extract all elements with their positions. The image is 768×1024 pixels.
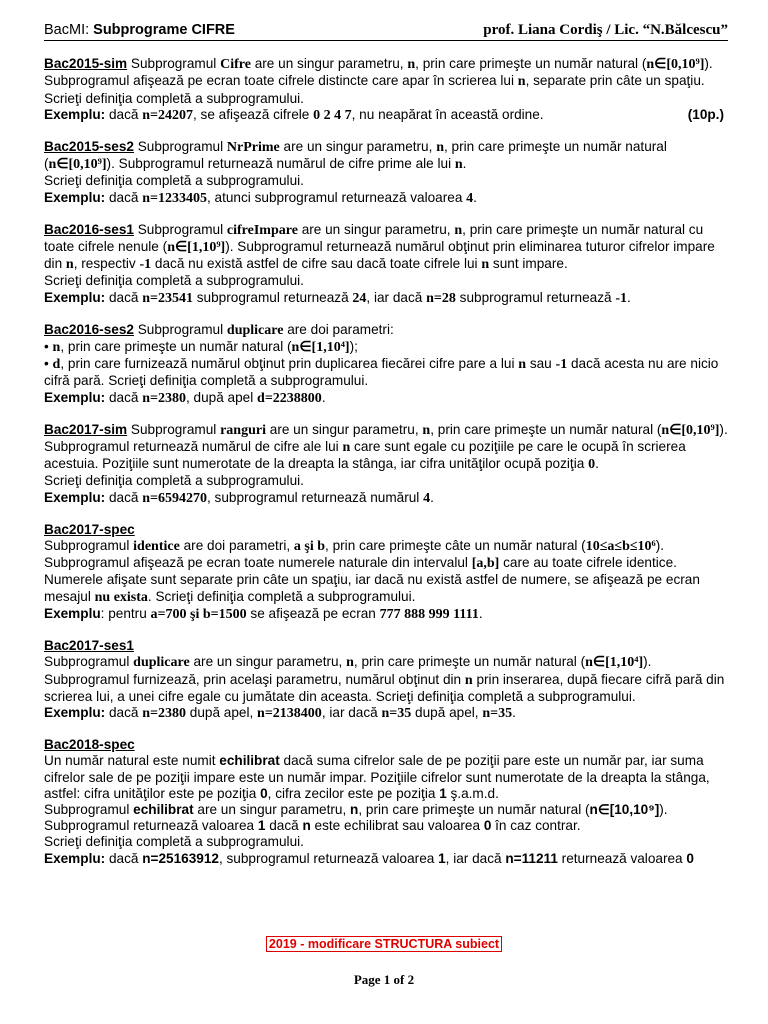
value: n=1233405 xyxy=(142,190,207,206)
text: ); xyxy=(349,339,358,355)
function-name: echilibrat xyxy=(133,801,194,817)
text: Subprogramul xyxy=(44,538,134,554)
example-line xyxy=(44,390,728,407)
example-label: Exemplu: xyxy=(44,704,106,720)
var: n xyxy=(517,74,526,90)
text: subprogramul returnează xyxy=(455,289,616,305)
text: Subprogramul xyxy=(127,56,221,72)
problem-text xyxy=(44,322,728,339)
text: , prin care primeşte un număr natural xyxy=(415,56,639,72)
var: n xyxy=(407,57,416,73)
value: n=35 xyxy=(381,705,412,721)
function-name: ranguri xyxy=(220,422,266,438)
text: are un singur parametru, xyxy=(189,654,347,670)
var: n xyxy=(518,357,527,373)
value: 777 888 999 1111 xyxy=(379,606,479,622)
range: n∈[1,10⁴] xyxy=(585,655,644,671)
range: n∈[0,10⁹] xyxy=(646,57,705,73)
text: . xyxy=(473,189,477,205)
banner-text: 2019 - modificare STRUCTURA subiect xyxy=(266,936,502,952)
text: după apel, xyxy=(411,704,483,720)
text: Subprogramul xyxy=(133,321,227,337)
value: 24 xyxy=(352,290,367,306)
var: n xyxy=(422,422,431,438)
var: n xyxy=(342,440,351,456)
value: 1 xyxy=(439,785,447,801)
text: Subprogramul returnează valoarea xyxy=(44,818,258,834)
problem-bac2015-sim xyxy=(44,56,728,124)
text: , prin care primeşte câte un număr natural ( xyxy=(325,538,586,554)
text: Subprogramul xyxy=(44,654,134,670)
text: Subprogramul xyxy=(133,139,227,155)
problem-text xyxy=(44,139,728,173)
text: ). Subprogramul afişează pe ecran toate numerele naturale din intervalul xyxy=(44,538,665,571)
var: n xyxy=(302,818,311,834)
text: , prin care primeşte un număr natural ( xyxy=(358,801,590,817)
example-line xyxy=(44,606,728,623)
value: n=35 xyxy=(482,705,513,721)
problem-tag: Bac2017-ses1 xyxy=(44,638,134,654)
text: care au toate cifrele identice. Numerele afişate sunt separate prin câte un spaţiu, iar dacă nu există astfel de numere, se afişează pe ecran mesajul xyxy=(44,555,700,604)
text: . xyxy=(595,456,599,472)
text: ). Subprogramul afişează pe ecran toate cifrele distincte care apar în scrierea lui xyxy=(44,56,713,89)
term: echilibrat xyxy=(219,753,280,769)
var: n xyxy=(454,222,463,238)
text: dacă xyxy=(105,289,143,305)
problem-tag: Bac2016-ses2 xyxy=(44,321,134,337)
example-line xyxy=(44,290,728,307)
example-label: Exemplu: xyxy=(44,289,106,305)
text: dacă xyxy=(105,389,143,405)
problem-text xyxy=(44,818,728,834)
example-line xyxy=(44,190,728,207)
text: Un număr natural este numit xyxy=(44,753,220,769)
problem-bac2017-spec xyxy=(44,522,728,623)
points-badge: (10p.) xyxy=(687,106,724,122)
var: n xyxy=(454,157,463,173)
example-label: Exemplu: xyxy=(44,389,106,405)
example-label: Exemplu xyxy=(44,605,101,621)
text: , prin care primeşte un număr natural ( xyxy=(60,339,292,355)
text: ). xyxy=(659,801,668,817)
text: are doi parametri, xyxy=(179,538,294,554)
value: n=2380 xyxy=(142,705,186,721)
text: . xyxy=(478,605,483,621)
example-line xyxy=(44,851,728,867)
text: , prin care primeşte un număr natural xyxy=(443,139,667,155)
text: are un singur parametru, xyxy=(193,801,351,817)
text: , nu neapărat în această ordine. xyxy=(351,106,544,122)
text: ). Subprogramul returnează numărul obţinut prin eliminarea tuturor cifrelor impare din xyxy=(44,239,715,272)
value: 1 xyxy=(257,818,266,834)
text: Subprogramul xyxy=(127,421,221,437)
range: 10≤a≤b≤10⁶ xyxy=(585,539,656,555)
text: . xyxy=(627,289,631,305)
text: . xyxy=(512,704,516,720)
range: n∈[1,10⁹] xyxy=(167,240,226,256)
text: , prin care primeşte un număr natural xyxy=(430,421,654,437)
text: ( xyxy=(656,421,662,437)
text: ). Subprogramul furnizează, prin acelaşi parametru, numărul obţinut din xyxy=(44,654,652,687)
text: , prin care primeşte un număr natural cu toate cifrele nenule ( xyxy=(44,221,704,255)
text: ( xyxy=(641,56,647,72)
example-line xyxy=(44,107,728,124)
value: 0 xyxy=(483,818,492,834)
text: ş.a.m.d. xyxy=(446,785,499,801)
value: n=28 xyxy=(426,290,456,306)
range: n∈[1,10⁴] xyxy=(291,340,350,356)
instruction-line: Scrieţi definiţia completă a subprogramului. xyxy=(44,473,304,489)
example-line xyxy=(44,490,728,507)
range: n∈[10,10⁹] xyxy=(589,801,660,817)
problem-bac2018-spec xyxy=(44,737,728,867)
value: -1 xyxy=(555,357,568,373)
var: d xyxy=(52,357,61,373)
text: este echilibrat sau valoarea xyxy=(310,818,484,834)
text: , prin care primeşte un număr natural ( xyxy=(353,654,586,670)
value: nu exista xyxy=(94,589,148,605)
problem-bac2017-sim xyxy=(44,422,728,507)
value: n=6594270 xyxy=(142,490,207,506)
var: n xyxy=(65,257,74,273)
text: dacă acesta nu are nicio cifră pară. Scrieţi definiţia completă a subprogramului. xyxy=(44,356,719,389)
text: . xyxy=(462,156,467,172)
problem-bac2016-ses2 xyxy=(44,322,728,407)
text: dacă xyxy=(105,106,143,122)
var: n xyxy=(436,140,444,156)
example-label: Exemplu: xyxy=(44,189,106,205)
text: , iar dacă xyxy=(321,704,382,720)
text: Subprogramul xyxy=(133,221,227,237)
text: dacă xyxy=(105,189,143,205)
text: în caz contrar. xyxy=(491,818,581,834)
problem-tag: Bac2015-ses2 xyxy=(44,139,134,155)
value: n=2380 xyxy=(142,390,186,406)
text: returnează valoarea xyxy=(557,850,687,866)
instruction-line: Scrieţi definiţia completă a subprogramului. xyxy=(44,834,304,850)
var: n xyxy=(350,801,359,817)
text: dacă suma cifrelor sale de pe poziţii pare este un număr par, iar suma cifrelor sale de pe poziţii impare este un număr impar. Poziţiile cifrelor sunt numerotate de la dreapta la stânga, astfel: cifra unităţilor este pe poziţia xyxy=(44,753,710,801)
value: 1 xyxy=(438,850,446,866)
problem-tag: Bac2015-sim xyxy=(44,56,128,72)
value: n=25163912 xyxy=(142,850,219,866)
problem-text xyxy=(44,56,728,107)
function-name: duplicare xyxy=(133,655,190,671)
text: . xyxy=(430,489,434,505)
value: 0 xyxy=(686,850,694,866)
problem-bac2015-ses2 xyxy=(44,139,728,207)
range: [a,b] xyxy=(471,556,500,572)
text: , subprogramul returnează numărul xyxy=(206,489,424,505)
var: n xyxy=(346,655,354,671)
bullet-item xyxy=(44,356,728,389)
instruction-line: Scrieţi definiţia completă a subprogramului. xyxy=(44,173,304,189)
text: : pentru xyxy=(100,605,151,621)
var: a şi b xyxy=(293,539,326,555)
example-line xyxy=(44,705,728,722)
bullet: • xyxy=(44,339,53,355)
var: n xyxy=(481,257,490,273)
problem-text xyxy=(44,538,728,606)
problem-text xyxy=(44,422,728,474)
text: ). Subprogramul returnează numărul de cifre prime ale lui xyxy=(106,156,455,172)
header-author: prof. Liana Cordiş / Lic. “N.Bălcescu” xyxy=(483,22,728,38)
value: d=2238800 xyxy=(257,390,322,406)
header-title xyxy=(44,22,235,38)
page-header xyxy=(44,22,728,41)
problem-text xyxy=(44,222,728,274)
value: n=23541 xyxy=(142,290,193,306)
text: , iar dacă xyxy=(445,850,506,866)
value: 0 xyxy=(588,457,596,473)
text: , după apel xyxy=(185,389,258,405)
value: n=24207 xyxy=(142,107,193,123)
range: n∈[0,10⁹] xyxy=(661,422,720,438)
example-label: Exemplu: xyxy=(44,106,106,122)
text: dacă xyxy=(105,850,143,866)
bullet: • xyxy=(44,356,53,372)
text: , subprogramul returnează valoarea xyxy=(218,850,439,866)
value: -1 xyxy=(139,257,152,273)
problem-tag: Bac2018-spec xyxy=(44,737,135,753)
value: a=700 şi b=1500 xyxy=(150,606,247,622)
text: , iar dacă xyxy=(366,289,427,305)
text: , separate prin câte un spaţiu. Scrieţi definiţia completă a subprogramului. xyxy=(44,73,705,106)
text: dacă xyxy=(105,489,143,505)
bullet-item xyxy=(44,339,728,356)
function-name: cifreImpare xyxy=(226,222,298,238)
instruction-line: Scrieţi definiţia completă a subprogramului. xyxy=(44,273,304,289)
example-label: Exemplu: xyxy=(44,850,106,866)
function-name: Cifre xyxy=(220,57,251,73)
document-page xyxy=(44,22,728,867)
text: , atunci subprogramul returnează valoarea xyxy=(206,189,467,205)
value: n=2138400 xyxy=(257,705,322,721)
structure-change-banner xyxy=(0,936,768,952)
text: dacă xyxy=(105,704,143,720)
text: are un singur parametru, xyxy=(250,56,408,72)
problem-text xyxy=(44,753,728,802)
value: -1 xyxy=(615,290,627,306)
function-name: identice xyxy=(133,539,180,555)
function-name: NrPrime xyxy=(226,140,280,156)
text: , se afişează cifrele xyxy=(192,106,314,122)
example-label: Exemplu: xyxy=(44,489,106,505)
var: n xyxy=(52,340,61,356)
text: , respectiv xyxy=(73,256,140,272)
text: are un singur parametru, xyxy=(297,221,455,237)
problem-text xyxy=(44,654,728,705)
problem-tag: Bac2017-spec xyxy=(44,521,135,537)
header-prefix: BacMI: xyxy=(44,22,94,38)
value: 0 xyxy=(260,785,268,801)
text: Subprogramul xyxy=(44,801,134,817)
text: după apel, xyxy=(185,704,258,720)
value: 4 xyxy=(466,190,474,206)
problem-tag: Bac2017-sim xyxy=(44,421,128,437)
problem-tag: Bac2016-ses1 xyxy=(44,221,134,237)
value: 4 xyxy=(423,490,431,506)
var: n xyxy=(464,672,473,688)
value: 0 2 4 7 xyxy=(313,107,352,123)
text: sau xyxy=(526,356,556,372)
problem-bac2016-ses1 xyxy=(44,222,728,307)
text: dacă xyxy=(265,818,303,834)
text: are un singur parametru, xyxy=(279,139,437,155)
function-name: duplicare xyxy=(226,322,284,338)
text: , cifra zecilor este pe poziţia xyxy=(267,785,440,801)
problem-bac2017-ses1 xyxy=(44,638,728,722)
text: subprogramul returnează xyxy=(192,289,353,305)
text: are doi parametri: xyxy=(283,321,394,337)
text: . xyxy=(321,389,326,405)
text: dacă nu există astfel de cifre sau dacă toate cifrele lui xyxy=(151,256,482,272)
page-number: Page 1 of 2 xyxy=(353,972,415,987)
text: . Scrieţi definiţia completă a subprogramului. xyxy=(147,588,416,604)
range: n∈[0,10⁹] xyxy=(48,157,107,173)
problem-text xyxy=(44,802,728,818)
value: n=11211 xyxy=(505,850,558,866)
text: are un singur parametru, xyxy=(265,421,423,437)
text: care sunt egale cu poziţiile pe care le ocupă în scrierea acestuia. Poziţiile sunt numerotate de la dreapta la stânga, iar cifra unităţilor ocupă poziţia xyxy=(44,439,686,472)
text: sunt impare. xyxy=(489,256,568,272)
header-topic: Subprograme CIFRE xyxy=(93,22,235,38)
text: ( xyxy=(44,156,49,172)
text: se afişează pe ecran xyxy=(246,605,380,621)
text: ). Subprogramul returnează numărul de cifre ale lui xyxy=(44,421,728,455)
text: , prin care furnizează numărul obţinut prin duplicarea fiecărei cifre pare a lui xyxy=(60,356,519,372)
text: prin inserarea, după fiecare cifră pară din scrierea lui, a unei cifre egale cu jumătate din aceasta. Scrieţi definiţia completă a subprogramului. xyxy=(44,671,725,704)
